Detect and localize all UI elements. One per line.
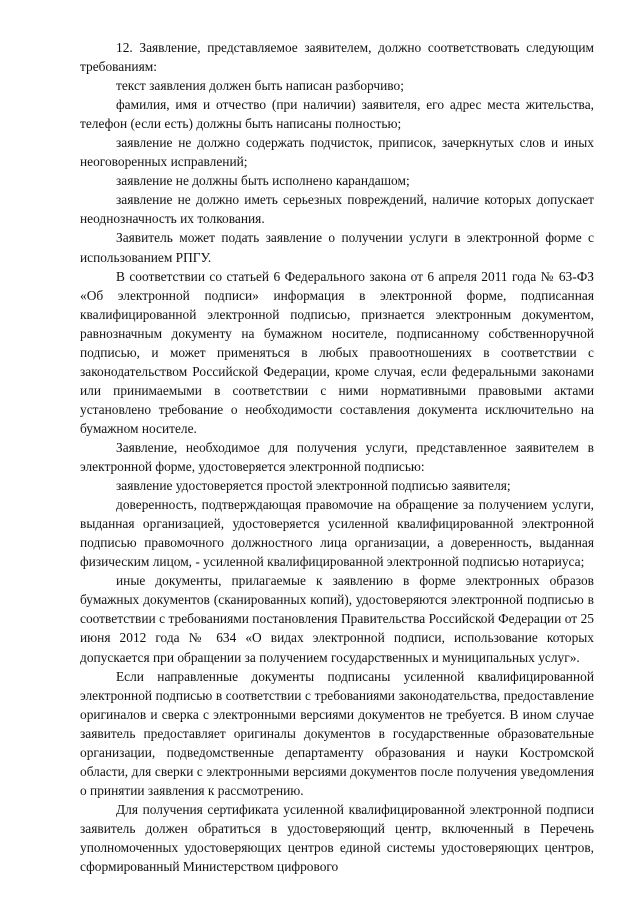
paragraph-power-of-attorney: доверенность, подтверждающая правомочие на обращение за получением услуги, выданная организацией, удостоверяется усиленной квалифицированной электронной подписью правомочного должностного лица организации, а доверенность, выданная физическим лицом, - усиленной квалифицированной электронной подписью нотариуса; [80, 497, 594, 570]
paragraph-full-name-address: фамилия, имя и отчество (при наличии) заявителя, его адрес места жительства, телефон (если есть) должны быть написаны полностью; [80, 97, 594, 132]
paragraph-no-corrections: заявление не должно содержать подчисток, приписок, зачеркнутых слов и иных неоговоренных исправлений; [80, 135, 594, 170]
paragraph-electronic-signature: Заявление, необходимое для получения услуги, представленное заявителем в электронной форме, удостоверяется электронной подписью: [80, 439, 594, 475]
paragraph-other-documents: иные документы, прилагаемые к заявлению в форме электронных образов бумажных документов (сканированных копий), удостоверяются электронной подписью в соответствии с требованиями постановления Правительства Российской Федерации от 25 июня 2012 года № 634 «О видах электронной подписи, использование которых допускается при обращении за получением государственных и муниципальных услуг». [80, 573, 594, 665]
paragraph-no-damage: заявление не должно иметь серьезных повреждений, наличие которых допускает неоднозначность их толкования. [80, 192, 594, 227]
paragraph-original-verification: Если направленные документы подписаны усиленной квалифицированной электронной подписью в соответствии с требованиями законодательства, предоставление оригиналов и сверка с электронными версиями документов не требуется. В ином случае заявитель предоставляет оригиналы документов в государственные образовательные организации, подведомственные департаменту образования и науки Костромской области, для сверки с электронными версиями документов после получения уведомления о принятии заявления к рассмотрению. [80, 668, 594, 798]
paragraph-requirements-intro: 12. Заявление, представляемое заявителем, должно соответствовать следующим требованиям: [80, 40, 594, 75]
paragraph-federal-law-63: В соответствии со статьей 6 Федерального закона от 6 апреля 2011 года № 63-ФЗ «Об электронной подписи» информация в электронной форме, подписанная квалифицированной электронной подписью, признается электронным документом, равнозначным документу на бумажном носителе, подписанному собственноручной подписью, и может применяться в любых правоотношениях в соответствии с законодательством Российской Федерации, кроме случая, если федеральными законами или принимаемыми в соответствии с ними нормативными правовыми актами установлено требование о необходимости составления документа исключительно на бумажном носителе. [80, 268, 594, 436]
paragraph-simple-signature: заявление удостоверяется простой электронной подписью заявителя; [116, 478, 511, 494]
paragraph-no-pencil: заявление не должны быть исполнено карандашом; [116, 173, 410, 189]
paragraph-rpgu-submission: Заявитель может подать заявление о получении услуги в электронной форме с использованием РПГУ. [80, 230, 594, 265]
paragraph-certificate: Для получения сертификата усиленной квалифицированной электронной подписи заявитель должен обратиться в удостоверяющий центр, включенный в Перечень уполномоченных удостоверяющих центров единой системы удостоверяющих центров, сформированный Министерством цифрового [80, 801, 594, 875]
document-page [80, 38, 594, 876]
paragraph-legible-text: текст заявления должен быть написан разборчиво; [116, 78, 404, 94]
